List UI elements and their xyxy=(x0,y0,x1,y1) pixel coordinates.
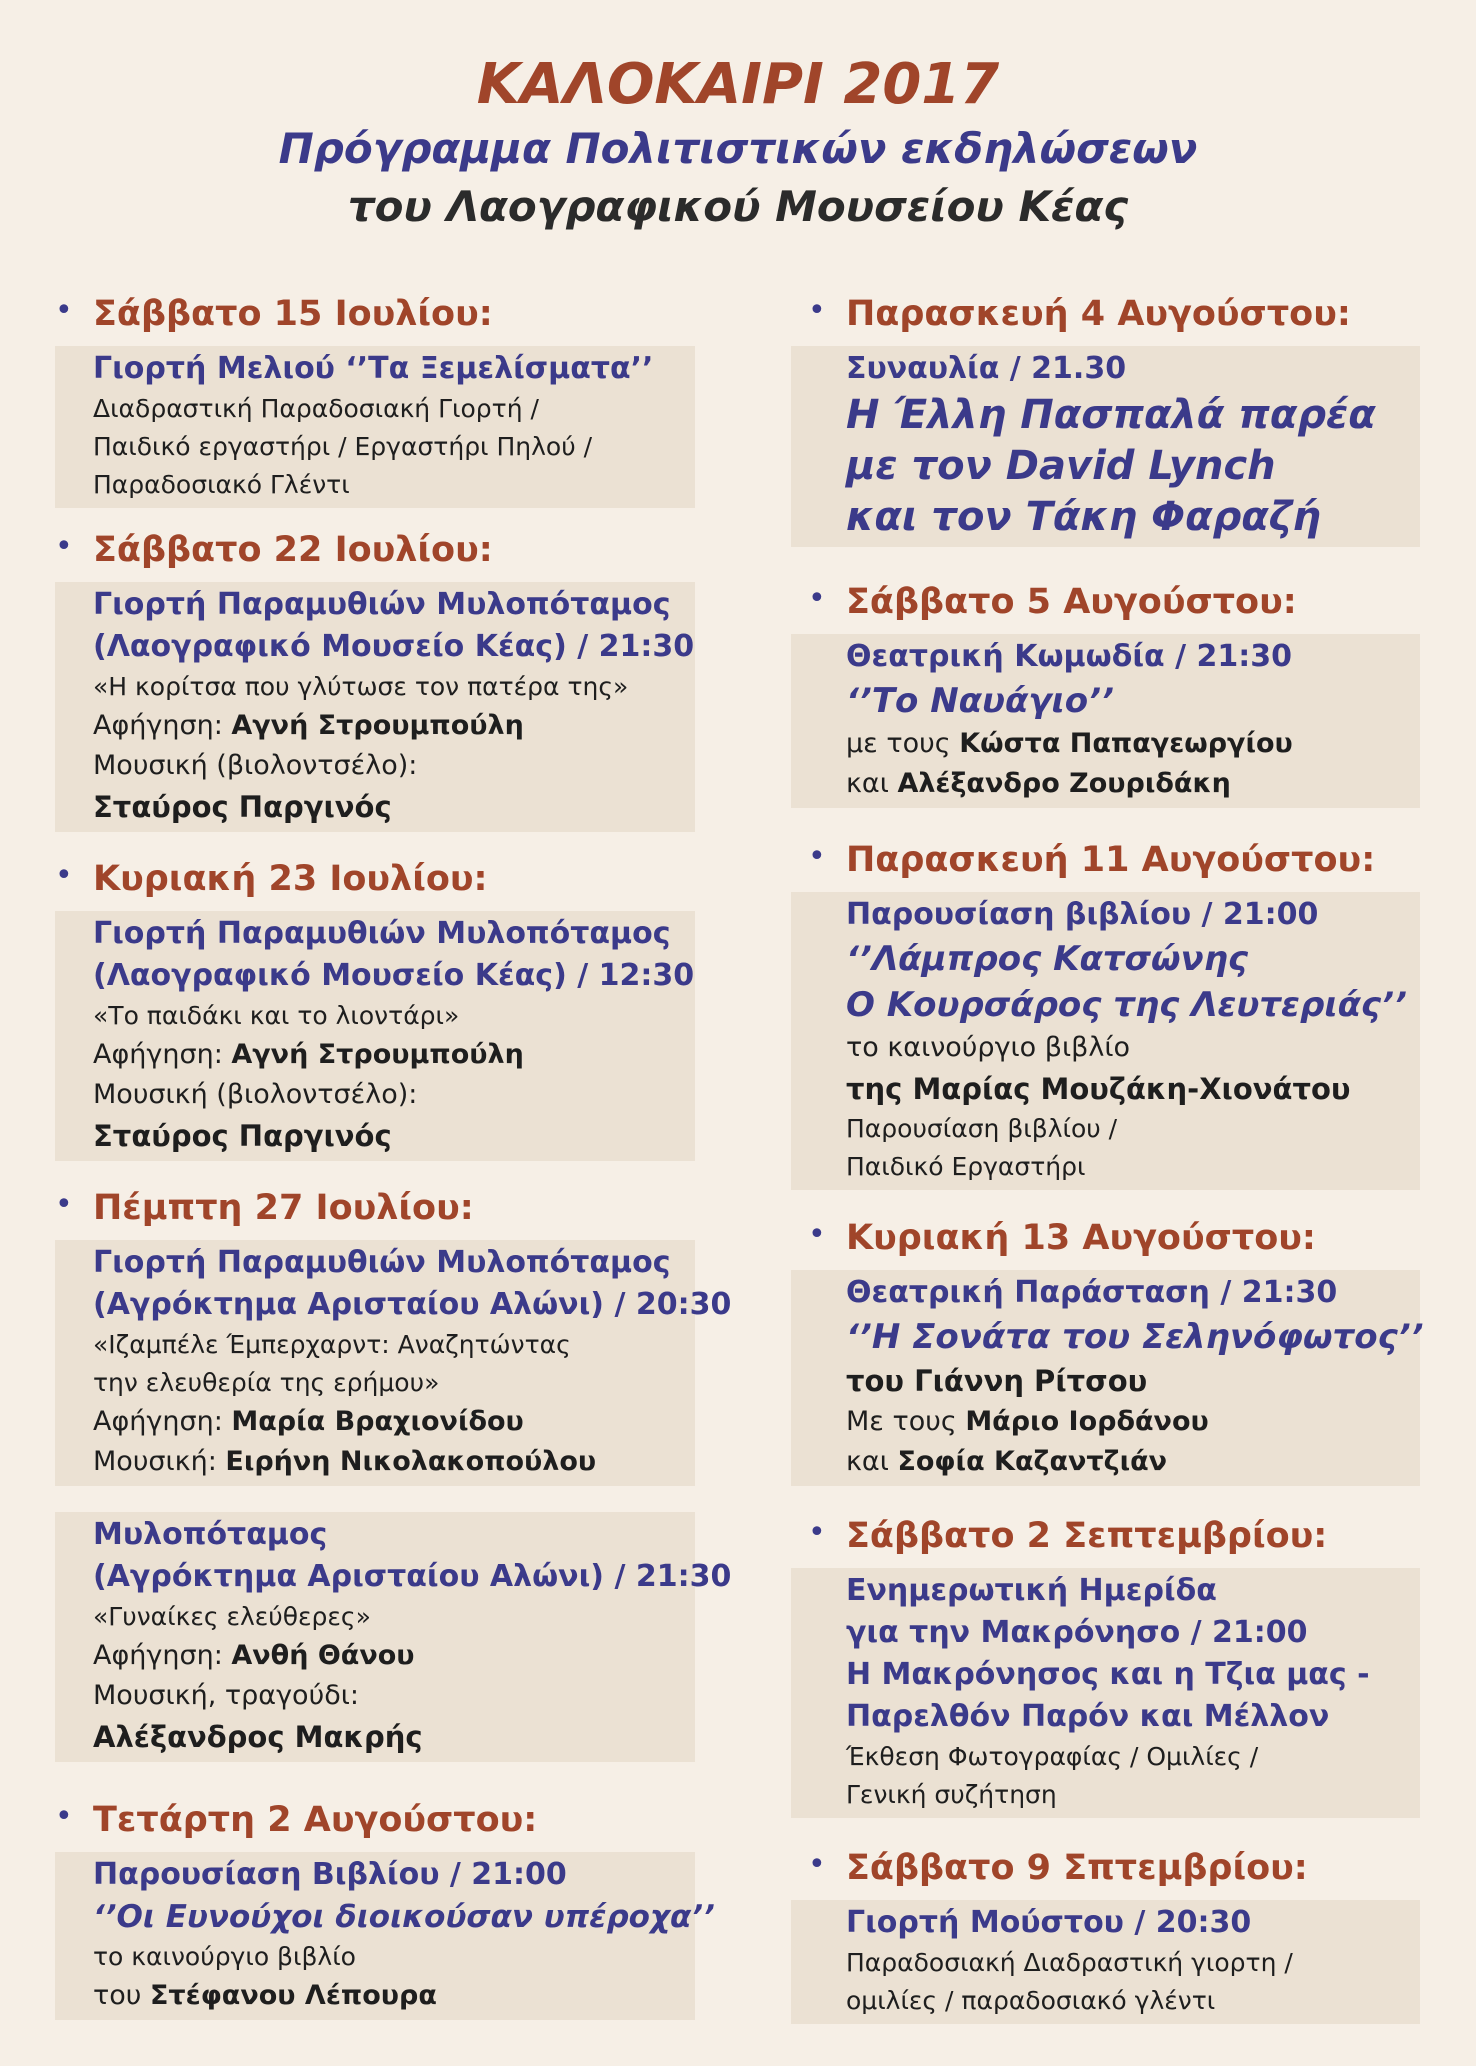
poster-subtitle: Πρόγραμμα Πολιτιστικών εκδηλώσεων xyxy=(278,124,1198,173)
event-july-15 xyxy=(55,292,695,508)
bullet-icon: • xyxy=(808,293,826,328)
event-august-4 xyxy=(808,292,1420,547)
event-detail: Διαδραστική Παραδοσιακή Γιορτή / xyxy=(93,394,539,423)
event-play-title: ‘’Το Ναυάγιο’’ xyxy=(846,681,1114,721)
event-detail: Γενική συζήτηση xyxy=(846,1780,1057,1809)
event-title: Γιορτή Μελιού ‘’Τα Ξεμελίσματα’’ xyxy=(93,351,654,386)
event-july-27 xyxy=(55,1186,732,1486)
event-date: Παρασκευή 4 Αυγούστου: xyxy=(846,294,1351,334)
event-narrator: Αφήγηση: Αγνή Στρουμπούλη xyxy=(93,710,524,741)
event-title: Συναυλία / 21.30 xyxy=(846,351,1127,386)
poster-header xyxy=(0,50,1476,236)
event-detail: Παραδοσιακό Γλέντι xyxy=(93,470,350,499)
event-date: Σάββατο 5 Αυγούστου: xyxy=(846,582,1297,622)
event-title: Παρουσίαση βιβλίου / 21:00 xyxy=(846,897,1319,932)
event-play-title: ‘’Η Σονάτα του Σεληνόφωτος’’ xyxy=(846,1317,1424,1357)
event-detail: Παρουσίαση βιβλίου / xyxy=(846,1114,1118,1143)
event-title: Γιορτή Μούστου / 20:30 xyxy=(846,1905,1252,1940)
event-september-9 xyxy=(808,1846,1420,2024)
event-title: Γιορτή Παραμυθιών Μυλοπόταμος xyxy=(93,916,671,951)
event-musician: Αλέξανδρος Μακρής xyxy=(93,1720,423,1754)
bullet-icon: • xyxy=(55,1187,73,1222)
event-detail: το καινούργιο βιβλίο xyxy=(846,1032,1131,1063)
event-july-23 xyxy=(55,857,695,1161)
event-title: Θεατρική Κωμωδία / 21:30 xyxy=(846,639,1292,674)
event-performer: Η Έλλη Πασπαλά παρέα xyxy=(846,392,1376,438)
event-date: Σάββατο 15 Ιουλίου: xyxy=(93,294,493,334)
event-author: του Γιάννη Ρίτσου xyxy=(846,1364,1148,1398)
event-cast: Με τους Μάριο Ιορδάνου xyxy=(846,1406,1209,1437)
event-date: Παρασκευή 11 Αυγούστου: xyxy=(846,840,1376,880)
event-detail: Παιδικό Εργαστήρι xyxy=(846,1152,1086,1181)
event-performer: με τον David Lynch xyxy=(846,443,1276,489)
event-story: «Γυναίκες ελεύθερες» xyxy=(93,1602,371,1631)
event-august-2 xyxy=(55,1798,715,2020)
event-venue-time: (Αγρόκτημα Αρισταίου Αλώνι) / 21:30 xyxy=(93,1559,732,1594)
event-title: Μυλοπόταμος xyxy=(93,1517,328,1552)
event-cast: και Σοφία Καζαντζιάν xyxy=(846,1446,1168,1477)
event-musician: Σταύρος Παργινός xyxy=(93,790,392,824)
event-date: Σάββατο 9 Σπτεμβρίου: xyxy=(846,1848,1308,1888)
event-performer: και τον Τάκη Φαραζή xyxy=(846,494,1321,540)
bullet-icon: • xyxy=(55,858,73,893)
event-august-13 xyxy=(808,1216,1424,1486)
event-story: «Το παιδάκι και το λιοντάρι» xyxy=(93,1001,460,1030)
bullet-icon: • xyxy=(808,1217,826,1252)
event-detail: Παραδοσιακή Διαδραστική γιορτη / xyxy=(846,1948,1293,1977)
poster-title: ΚΑΛΟΚΑΙΡΙ 2017 xyxy=(476,52,1000,117)
event-author: της Μαρίας Μουζάκη-Χιονάτου xyxy=(846,1072,1351,1106)
event-book-title: ‘’Λάμπρος Κατσώνης xyxy=(846,939,1249,979)
event-title: Ενημερωτική Ημερίδα xyxy=(846,1573,1217,1608)
event-author: του Στέφανου Λέπουρα xyxy=(93,1980,437,2011)
event-date: Κυριακή 23 Ιουλίου: xyxy=(93,859,488,899)
event-venue-time: (Αγρόκτημα Αρισταίου Αλώνι) / 20:30 xyxy=(93,1287,732,1322)
event-title: Θεατρική Παράσταση / 21:30 xyxy=(846,1275,1338,1310)
event-date: Τετάρτη 2 Αυγούστου: xyxy=(93,1800,538,1840)
event-july-22 xyxy=(55,528,695,832)
event-narrator: Αφήγηση: Αγνή Στρουμπούλη xyxy=(93,1039,524,1070)
bullet-icon: • xyxy=(55,293,73,328)
event-book-title: Ο Κουρσάρος της Λευτεριάς’’ xyxy=(846,985,1407,1025)
event-music-label: Μουσική (βιολοντσέλο): xyxy=(93,750,418,781)
event-topic: Παρελθόν Παρόν και Μέλλον xyxy=(846,1699,1330,1734)
event-date: Σάββατο 2 Σεπτεμβρίου: xyxy=(846,1516,1328,1556)
event-book-title: ‘’Οι Ευνούχοι διοικούσαν υπέροχα’’ xyxy=(93,1899,715,1935)
bullet-icon: • xyxy=(808,839,826,874)
event-story: «Ιζαμπέλε Έμπερχαρντ: Αναζητώντας xyxy=(93,1330,571,1359)
bullet-icon: • xyxy=(808,1515,826,1550)
bullet-icon: • xyxy=(55,529,73,564)
event-story: «Η κορίτσα που γλύτωσε τον πατέρα της» xyxy=(93,672,629,701)
event-august-11 xyxy=(808,838,1420,1190)
poster-subtitle-museum: του Λαογραφικού Μουσείου Κέας xyxy=(347,182,1129,231)
event-music-label: Μουσική, τραγούδι: xyxy=(93,1680,359,1711)
event-cast: με τους Κώστα Παπαγεωργίου xyxy=(846,728,1293,759)
event-title: Παρουσίαση Βιβλίου / 21:00 xyxy=(93,1857,567,1892)
event-detail: το καινούργιο βιβλίο xyxy=(93,1942,356,1971)
bullet-icon: • xyxy=(55,1799,73,1834)
event-detail: Παιδικό εργαστήρι / Εργαστήρι Πηλού / xyxy=(93,432,593,461)
event-topic: Η Μακρόνησος και η Τζια μας - xyxy=(846,1657,1370,1692)
event-september-2 xyxy=(808,1514,1420,1818)
event-venue-time: (Λαογραφικό Μουσείο Κέας) / 12:30 xyxy=(93,958,695,993)
event-detail: Έκθεση Φωτογραφίας / Ομιλίες / xyxy=(846,1742,1259,1771)
event-cast: και Αλέξανδρο Ζουριδάκη xyxy=(846,768,1231,799)
bullet-icon: • xyxy=(808,1847,826,1882)
event-detail: ομιλίες / παραδοσιακό γλέντι xyxy=(846,1986,1216,2015)
event-title: Γιορτή Παραμυθιών Μυλοπόταμος xyxy=(93,1245,671,1280)
event-title: Γιορτή Παραμυθιών Μυλοπόταμος xyxy=(93,587,671,622)
event-venue-time: για την Μακρόνησο / 21:00 xyxy=(846,1615,1308,1650)
event-narrator: Αφήγηση: Μαρία Βραχιονίδου xyxy=(93,1406,524,1437)
event-music-label: Μουσική (βιολοντσέλο): xyxy=(93,1079,418,1110)
event-august-5 xyxy=(808,580,1420,808)
event-date: Σάββατο 22 Ιουλίου: xyxy=(93,530,493,570)
event-venue-time: (Λαογραφικό Μουσείο Κέας) / 21:30 xyxy=(93,629,695,664)
event-date: Κυριακή 13 Αυγούστου: xyxy=(846,1218,1316,1258)
bullet-icon: • xyxy=(808,581,826,616)
event-story: την ελευθερία της ερήμου» xyxy=(93,1368,440,1397)
event-musician: Μουσική: Ειρήνη Νικολακοπούλου xyxy=(93,1446,597,1477)
event-date: Πέμπτη 27 Ιουλίου: xyxy=(93,1188,474,1228)
event-july-27-second xyxy=(55,1512,732,1762)
event-musician: Σταύρος Παργινός xyxy=(93,1119,392,1153)
event-narrator: Αφήγηση: Ανθή Θάνου xyxy=(93,1640,415,1671)
